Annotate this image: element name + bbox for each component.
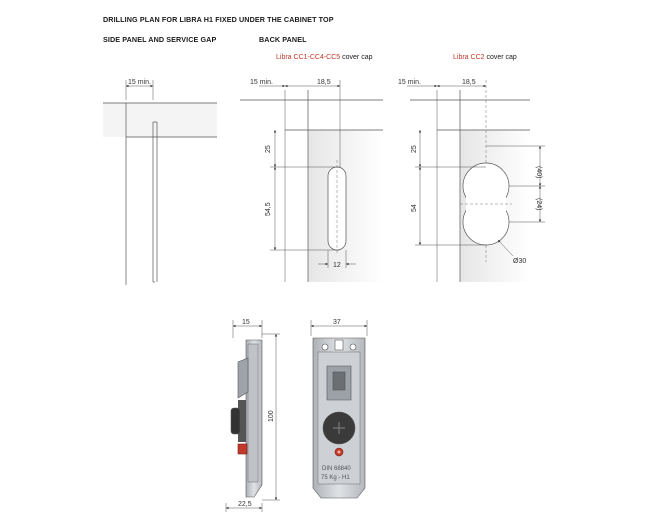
caption-cc1-name: Libra CC1-CC4-CC5 bbox=[276, 54, 341, 61]
dim-cc1-top: 25 bbox=[265, 145, 272, 153]
section-side-panel: SIDE PANEL AND SERVICE GAP bbox=[103, 35, 217, 44]
back-panel-cc2 bbox=[407, 80, 545, 282]
section-back-panel: BACK PANEL bbox=[259, 35, 307, 44]
product-label-load: 75 Kg - H1 bbox=[321, 475, 350, 481]
caption-cc2-name: Libra CC2 bbox=[453, 54, 485, 61]
caption-cc1-suffix: cover cap bbox=[340, 54, 373, 61]
dim-cc2-r1: (40) bbox=[535, 166, 542, 179]
dim-cc2-top: 25 bbox=[411, 145, 418, 153]
dim-prod-side-w: 15 bbox=[242, 319, 250, 326]
caption-cc2-suffix: cover cap bbox=[484, 54, 517, 61]
dim-cc2-min: 15 min. bbox=[398, 79, 421, 86]
dim-cc1-width: 18,5 bbox=[317, 79, 331, 86]
dim-cc1-slot-w: 12 bbox=[333, 262, 341, 269]
side-panel-view bbox=[103, 80, 217, 285]
dim-cc1-slot: 54,5 bbox=[265, 202, 272, 216]
product-label-din: DIN 68840 bbox=[322, 466, 351, 472]
dim-cc2-dia: Ø30 bbox=[513, 258, 527, 265]
dim-cc2-r2: (24) bbox=[535, 198, 542, 211]
back-panel-cc1 bbox=[240, 80, 383, 282]
dim-cc2-width: 18,5 bbox=[462, 79, 476, 86]
dim-prod-base: 22,5 bbox=[238, 501, 252, 508]
dim-side-min: 15 min. bbox=[128, 79, 151, 86]
dim-prod-height: 100 bbox=[268, 410, 275, 422]
dim-prod-front-w: 37 bbox=[333, 319, 341, 326]
dim-cc1-min: 15 min. bbox=[250, 79, 273, 86]
dim-cc2-len: 54 bbox=[411, 204, 418, 212]
page-title: DRILLING PLAN FOR LIBRA H1 FIXED UNDER THE CABINET TOP bbox=[103, 15, 334, 24]
